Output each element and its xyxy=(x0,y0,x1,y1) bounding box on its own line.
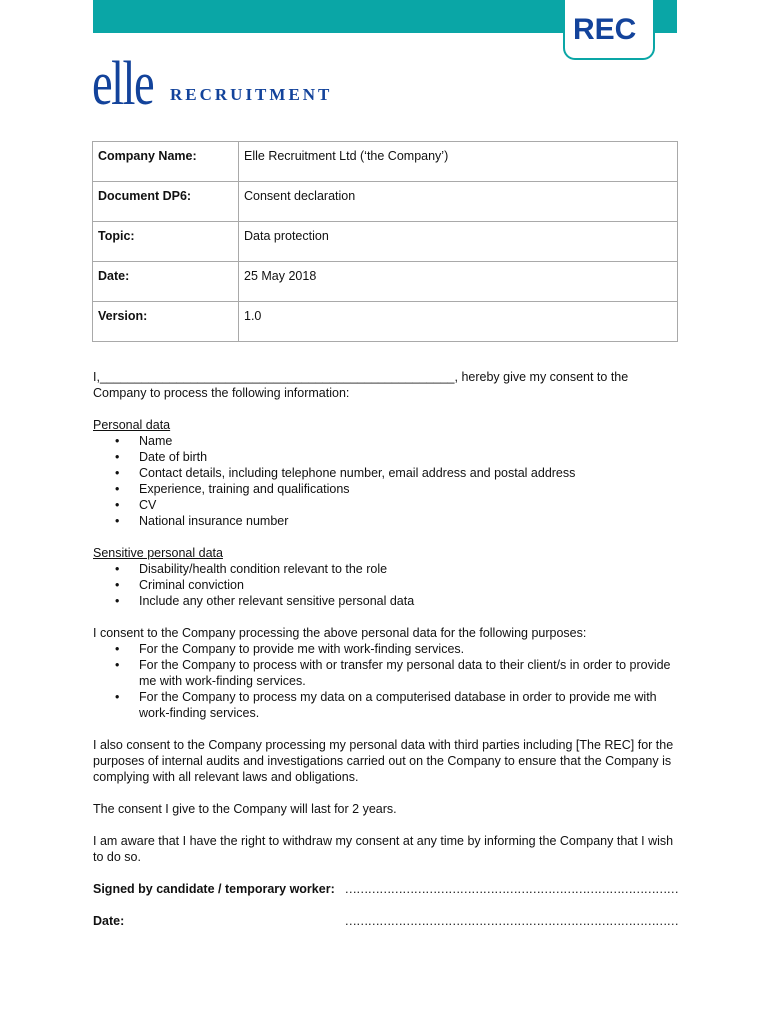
list-item: • Include any other relevant sensitive personal data xyxy=(139,593,678,609)
withdraw-paragraph: I am aware that I have the right to withdraw my consent at any time by informing the Company that I wish to do so. xyxy=(93,834,674,864)
info-value: Elle Recruitment Ltd (‘the Company’) xyxy=(239,142,678,182)
personal-data-heading: Personal data xyxy=(93,418,171,432)
list-item: • Name xyxy=(139,433,678,449)
table-row xyxy=(93,182,678,222)
logo-main: elle xyxy=(92,50,154,118)
list-item: • Disability/health condition relevant to the role xyxy=(139,561,678,577)
duration-paragraph: The consent I give to the Company will last for 2 years. xyxy=(93,802,397,816)
list-item: • For the Company to provide me with work-finding services. xyxy=(139,641,678,657)
purposes-list xyxy=(93,641,678,721)
signed-label: Signed by candidate / temporary worker: xyxy=(93,882,335,896)
info-value: Consent declaration xyxy=(239,182,678,222)
third-parties-paragraph: I also consent to the Company processing my personal data with third parties including [The REC] for the purposes of internal audits and investigations carried out on the Company to ensure that the Company is complying with all relevant laws and obligations. xyxy=(93,738,674,784)
table-row xyxy=(93,222,678,262)
purposes-intro: I consent to the Company processing the above personal data for the following purposes: xyxy=(93,626,587,640)
info-key: Document DP6: xyxy=(93,182,239,222)
list-item: • National insurance number xyxy=(139,513,678,529)
rec-logo-text: REC xyxy=(573,13,637,46)
rec-logo-badge xyxy=(563,0,655,60)
sensitive-data-heading: Sensitive personal data xyxy=(93,546,223,560)
date-label: Date: xyxy=(93,914,125,928)
list-item: • CV xyxy=(139,497,678,513)
table-row xyxy=(93,142,678,182)
document-info-table xyxy=(92,141,678,342)
table-row xyxy=(93,262,678,302)
list-item: • For the Company to process my data on a computerised database in order to provide me with work-finding services. xyxy=(139,689,678,721)
logo-sub: RECRUITMENT xyxy=(170,85,333,104)
info-key: Company Name: xyxy=(93,142,239,182)
info-value: 1.0 xyxy=(239,302,678,342)
sensitive-data-list xyxy=(93,561,678,609)
date-row xyxy=(93,913,678,929)
info-value: Data protection xyxy=(239,222,678,262)
info-value: 25 May 2018 xyxy=(239,262,678,302)
intro-paragraph: I,___________________________________________________, hereby give my consent to the Company to process the following information: xyxy=(93,370,629,400)
info-key: Version: xyxy=(93,302,239,342)
info-key: Date: xyxy=(93,262,239,302)
list-item: • Experience, training and qualifications xyxy=(139,481,678,497)
signature-row xyxy=(93,881,678,897)
signature-line[interactable]: …………………………………………………………………………… xyxy=(344,882,678,896)
personal-data-list xyxy=(93,433,678,529)
table-row xyxy=(93,302,678,342)
date-line[interactable]: …………………………………………………………………………… xyxy=(344,914,678,928)
info-key: Topic: xyxy=(93,222,239,262)
list-item: • Contact details, including telephone number, email address and postal address xyxy=(139,465,678,481)
rec-logo-icon xyxy=(571,8,647,48)
list-item: • Criminal conviction xyxy=(139,577,678,593)
list-item: • For the Company to process with or transfer my personal data to their client/s in order to provide me with work-finding services. xyxy=(139,657,678,689)
consent-body xyxy=(93,369,678,929)
list-item: • Date of birth xyxy=(139,449,678,465)
